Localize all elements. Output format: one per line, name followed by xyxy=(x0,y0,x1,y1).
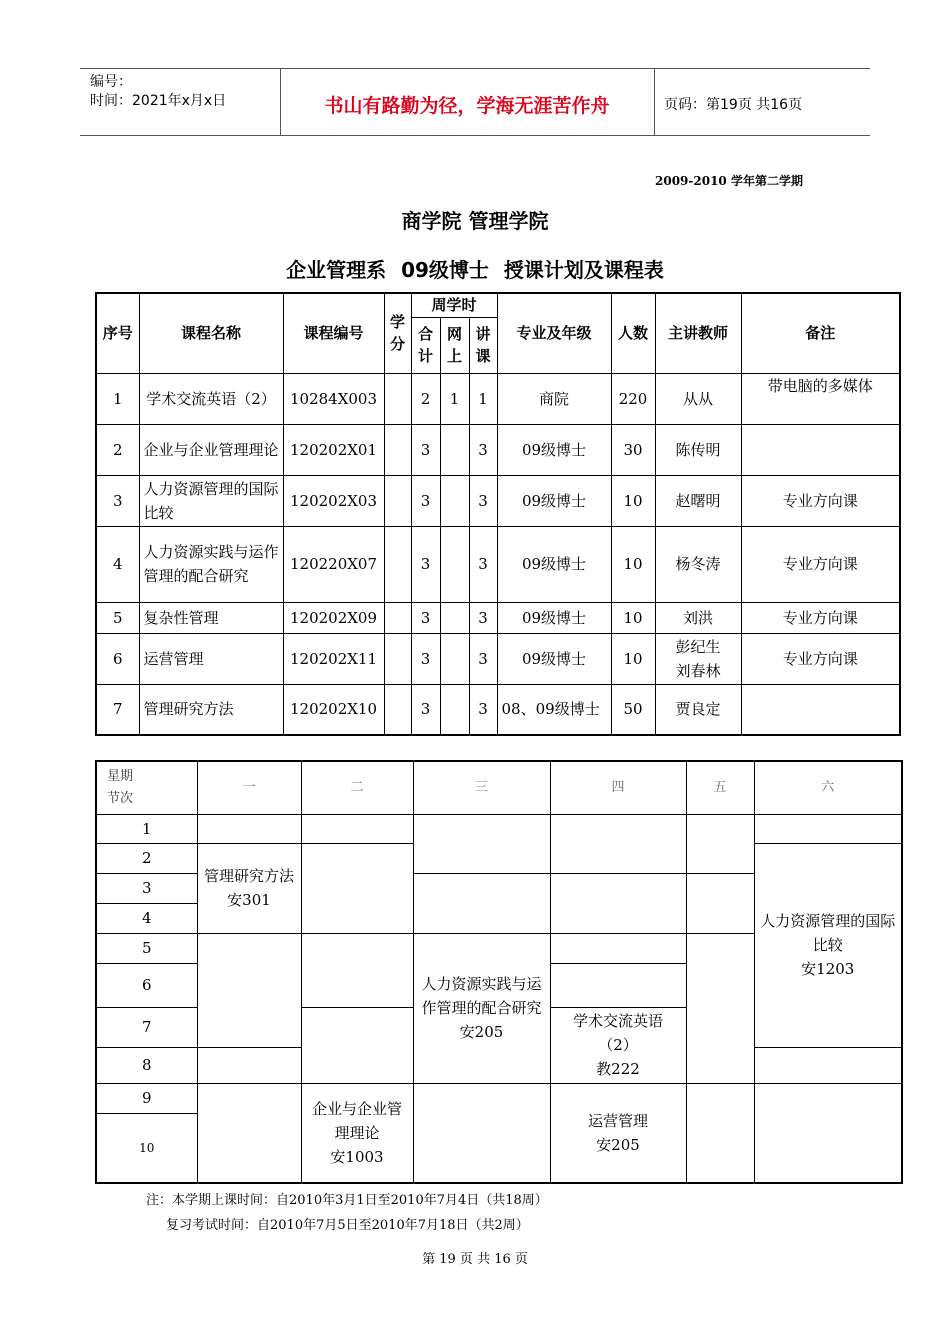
empty-slot xyxy=(197,1083,301,1183)
cell-course-name: 人力资源实践与运作管理的配合研究 xyxy=(139,526,283,602)
cell-course-code: 120202X03 xyxy=(283,475,384,526)
header-online: 网上 xyxy=(440,317,469,373)
cell-total: 2 xyxy=(411,373,440,424)
period-label: 3 xyxy=(96,873,197,903)
cell-lecture: 3 xyxy=(469,633,497,684)
empty-slot xyxy=(686,933,754,1083)
header-lecture: 讲课 xyxy=(469,317,497,373)
cell-credit xyxy=(384,373,411,424)
empty-slot xyxy=(301,933,413,1007)
cell-major: 09级博士 xyxy=(497,475,611,526)
header-divider xyxy=(654,69,655,135)
cell-course-name: 复杂性管理 xyxy=(139,602,283,633)
empty-slot xyxy=(197,1047,301,1083)
header-course-code: 课程编号 xyxy=(283,293,384,373)
header-seq: 序号 xyxy=(96,293,139,373)
class-slot-sat-hr-comparison: 人力资源管理的国际比较 安1203 xyxy=(754,843,902,1047)
corner-weekday-label: 星期 xyxy=(107,768,134,784)
period-label: 7 xyxy=(96,1007,197,1047)
cell-teacher: 刘洪 xyxy=(655,602,741,633)
cell-count: 220 xyxy=(611,373,655,424)
cell-total: 3 xyxy=(411,424,440,475)
empty-slot xyxy=(686,873,754,933)
period-label: 10 xyxy=(96,1113,197,1183)
empty-slot xyxy=(550,873,686,933)
period-label: 9 xyxy=(96,1083,197,1113)
cell-seq: 3 xyxy=(96,475,139,526)
corner-period-label: 节次 xyxy=(107,790,134,806)
cell-course-code: 10284X003 xyxy=(283,373,384,424)
period-label: 4 xyxy=(96,903,197,933)
empty-slot xyxy=(686,1083,754,1183)
empty-slot xyxy=(413,1083,550,1183)
cell-seq: 5 xyxy=(96,602,139,633)
cell-major: 09级博士 xyxy=(497,633,611,684)
cell-credit xyxy=(384,684,411,735)
schedule-corner-header xyxy=(96,761,197,814)
page-title: 企业管理系 09级博士 授课计划及课程表 xyxy=(286,258,664,282)
exam-note: 复习考试时间：自2010年7月5日至2010年7月18日（共2周） xyxy=(166,1218,529,1233)
day-header-sat: 六 xyxy=(754,761,902,814)
number-label: 编号： xyxy=(90,74,132,90)
empty-slot xyxy=(301,843,413,933)
cell-credit xyxy=(384,633,411,684)
empty-slot xyxy=(754,1047,902,1083)
period-label: 2 xyxy=(96,843,197,873)
empty-slot xyxy=(413,873,550,933)
header-count: 人数 xyxy=(611,293,655,373)
cell-seq: 7 xyxy=(96,684,139,735)
header-major: 专业及年级 xyxy=(497,293,611,373)
cell-course-name: 运营管理 xyxy=(139,633,283,684)
cell-remark: 专业方向课 xyxy=(741,475,900,526)
cell-count: 10 xyxy=(611,602,655,633)
class-slot-thu-operations: 运营管理 安205 xyxy=(550,1083,686,1183)
time-label: 时间：2021年x月x日 xyxy=(90,93,227,109)
weekly-schedule-table xyxy=(95,760,903,1184)
cell-online xyxy=(440,424,469,475)
table-row xyxy=(96,424,900,475)
cell-seq: 1 xyxy=(96,373,139,424)
cell-teacher: 贾良定 xyxy=(655,684,741,735)
empty-slot xyxy=(197,933,301,1047)
cell-lecture: 3 xyxy=(469,526,497,602)
cell-major: 09级博士 xyxy=(497,602,611,633)
table-row xyxy=(96,373,900,424)
cell-course-code: 120202X01 xyxy=(283,424,384,475)
cell-major: 09级博士 xyxy=(497,526,611,602)
empty-slot xyxy=(550,814,686,873)
header-meta xyxy=(90,73,226,111)
cell-online xyxy=(440,602,469,633)
table-row xyxy=(96,526,900,602)
empty-slot xyxy=(197,814,301,843)
cell-teacher: 赵曙明 xyxy=(655,475,741,526)
cell-lecture: 3 xyxy=(469,424,497,475)
day-header-thu: 四 xyxy=(550,761,686,814)
cell-credit xyxy=(384,475,411,526)
period-label: 1 xyxy=(96,814,197,843)
cell-course-name: 人力资源管理的国际比较 xyxy=(139,475,283,526)
cell-seq: 2 xyxy=(96,424,139,475)
cell-seq: 6 xyxy=(96,633,139,684)
class-slot-tue-enterprise-theory: 企业与企业管理理论 安1003 xyxy=(301,1083,413,1183)
cell-remark: 专业方向课 xyxy=(741,633,900,684)
semester-note: 注：本学期上课时间：自2010年3月1日至2010年7月4日（共18周） xyxy=(146,1193,548,1208)
cell-lecture: 1 xyxy=(469,373,497,424)
cell-credit xyxy=(384,602,411,633)
cell-count: 10 xyxy=(611,475,655,526)
course-plan-table xyxy=(95,292,901,736)
header-course-name: 课程名称 xyxy=(139,293,283,373)
period-label: 6 xyxy=(96,963,197,1007)
cell-lecture: 3 xyxy=(469,475,497,526)
cell-count: 30 xyxy=(611,424,655,475)
page-footer: 第 19 页 共 16 页 xyxy=(422,1252,528,1267)
table-row xyxy=(96,475,900,526)
empty-slot xyxy=(301,1007,413,1083)
day-header-fri: 五 xyxy=(686,761,754,814)
cell-major: 商院 xyxy=(497,373,611,424)
cell-online xyxy=(440,526,469,602)
header-page-info: 页码：第19页 共16页 xyxy=(664,97,803,113)
cell-remark xyxy=(741,684,900,735)
cell-lecture: 3 xyxy=(469,684,497,735)
table-row xyxy=(96,633,900,684)
cell-total: 3 xyxy=(411,633,440,684)
empty-slot xyxy=(413,814,550,873)
cell-count: 10 xyxy=(611,526,655,602)
cell-credit xyxy=(384,424,411,475)
cell-teacher: 杨冬涛 xyxy=(655,526,741,602)
cell-teacher: 彭纪生 刘春林 xyxy=(655,633,741,684)
period-label: 8 xyxy=(96,1047,197,1083)
cell-course-code: 120202X09 xyxy=(283,602,384,633)
page-header xyxy=(80,68,870,136)
cell-course-code: 120220X07 xyxy=(283,526,384,602)
cell-seq: 4 xyxy=(96,526,139,602)
header-remark: 备注 xyxy=(741,293,900,373)
cell-course-code: 120202X11 xyxy=(283,633,384,684)
cell-remark: 专业方向课 xyxy=(741,602,900,633)
cell-total: 3 xyxy=(411,475,440,526)
day-header-tue: 二 xyxy=(301,761,413,814)
day-header-wed: 三 xyxy=(413,761,550,814)
empty-slot xyxy=(550,963,686,1007)
empty-slot xyxy=(301,814,413,843)
class-slot-wed-hr-practice: 人力资源实践与运作管理的配合研究 安205 xyxy=(413,933,550,1083)
cell-course-code: 120202X10 xyxy=(283,684,384,735)
cell-remark: 专业方向课 xyxy=(741,526,900,602)
cell-teacher: 从从 xyxy=(655,373,741,424)
cell-lecture: 3 xyxy=(469,602,497,633)
cell-major: 08、09级博士 xyxy=(497,684,611,735)
cell-remark: 带电脑的多媒体 xyxy=(741,373,900,424)
cell-course-name: 企业与企业管理理论 xyxy=(139,424,283,475)
header-weekly-hours: 周学时 xyxy=(411,293,497,317)
empty-slot xyxy=(686,814,754,873)
cell-major: 09级博士 xyxy=(497,424,611,475)
table-row xyxy=(96,684,900,735)
class-slot-mon-research-methods: 管理研究方法 安301 xyxy=(197,843,301,933)
empty-slot xyxy=(754,814,902,843)
cell-teacher: 陈传明 xyxy=(655,424,741,475)
cell-online xyxy=(440,475,469,526)
cell-online xyxy=(440,633,469,684)
cell-credit xyxy=(384,526,411,602)
cell-remark xyxy=(741,424,900,475)
day-header-mon: 一 xyxy=(197,761,301,814)
school-title: 商学院 管理学院 xyxy=(401,209,549,233)
cell-total: 3 xyxy=(411,526,440,602)
cell-count: 10 xyxy=(611,633,655,684)
period-label: 5 xyxy=(96,933,197,963)
header-total: 合计 xyxy=(411,317,440,373)
cell-online xyxy=(440,684,469,735)
table-row xyxy=(96,602,900,633)
class-slot-thu-academic-english: 学术交流英语（2） 教222 xyxy=(550,1007,686,1083)
empty-slot xyxy=(550,933,686,963)
cell-course-name: 学术交流英语（2） xyxy=(139,373,283,424)
header-teacher: 主讲教师 xyxy=(655,293,741,373)
header-credit: 学分 xyxy=(384,293,411,373)
cell-online: 1 xyxy=(440,373,469,424)
empty-slot xyxy=(754,1083,902,1183)
cell-total: 3 xyxy=(411,684,440,735)
cell-count: 50 xyxy=(611,684,655,735)
header-motto: 书山有路勤为径，学海无涯苦作舟 xyxy=(324,95,610,117)
cell-total: 3 xyxy=(411,602,440,633)
term-label: 2009-2010 学年第二学期 xyxy=(655,174,803,188)
cell-course-name: 管理研究方法 xyxy=(139,684,283,735)
